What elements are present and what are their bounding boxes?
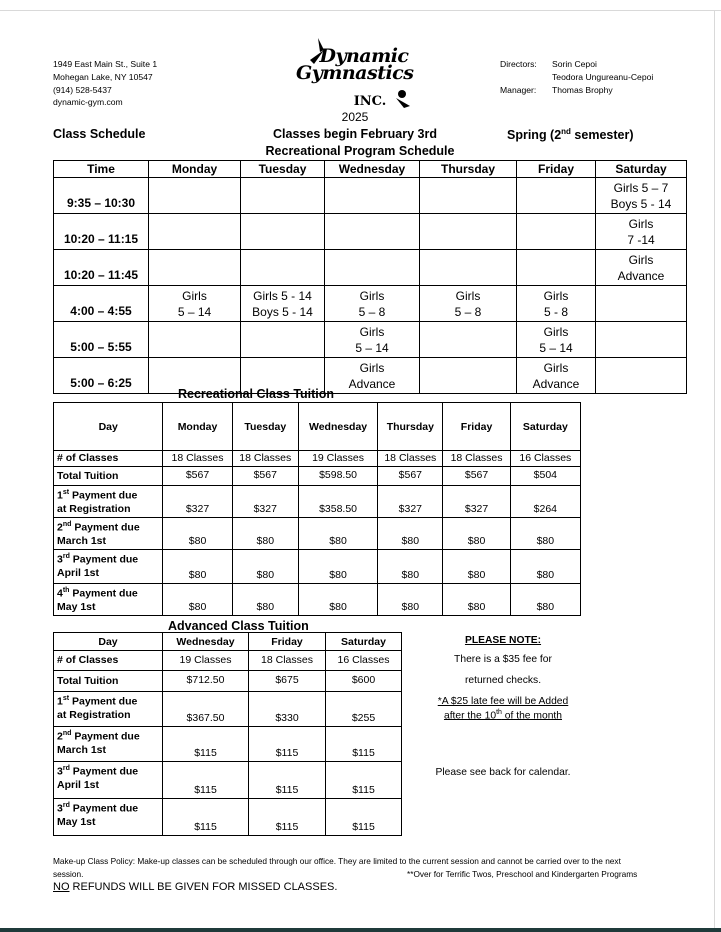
schedule-class-cell: [420, 178, 517, 214]
tuition-value-cell: 18 Classes: [249, 651, 326, 671]
schedule-class-cell: [517, 214, 596, 250]
classes-begin-title: Classes begin February 3rd: [273, 127, 437, 141]
schedule-class-cell: [420, 250, 517, 286]
tuition-row-label: 2nd Payment due March 1st: [54, 727, 163, 762]
tuition-value-cell: $80: [232, 518, 298, 550]
tuition-value-cell: 18 Classes: [378, 451, 443, 467]
no-refunds-line: NO REFUNDS WILL BE GIVEN FOR MISSED CLASSES.: [53, 881, 338, 893]
class-group-line: 5 – 14: [539, 340, 573, 355]
page-top-border: [0, 10, 721, 11]
tuition-value-cell: $115: [249, 727, 326, 762]
tuition-value-cell: $327: [232, 486, 298, 518]
tuition-value-cell: $80: [510, 584, 580, 616]
schedule-class-cell: [149, 286, 241, 322]
tuition-value-cell: $255: [326, 692, 402, 727]
tuition-value-cell: 16 Classes: [326, 651, 402, 671]
late-fee-line1: *A $25 late fee will be Added: [437, 696, 569, 707]
schedule-class-cell: [596, 250, 687, 286]
tuition-header-cell: Monday: [163, 403, 232, 451]
class-group-line: Girls: [543, 360, 569, 375]
schedule-class-cell: [325, 214, 420, 250]
manager-name: Thomas Brophy: [552, 84, 613, 95]
tuition-header-cell: Friday: [443, 403, 510, 451]
address-street: 1949 East Main St., Suite 1: [53, 59, 158, 69]
schedule-class-cell: [596, 178, 687, 214]
schedule-year: 2025: [341, 110, 369, 124]
returned-check-fee-line1: There is a $35 fee for: [454, 654, 552, 665]
schedule-class-cell: [517, 286, 596, 322]
schedule-class-cell: [241, 322, 325, 358]
tuition-value-cell: $80: [510, 518, 580, 550]
class-group-line: Advance: [348, 376, 396, 391]
schedule-class-cell: [596, 358, 687, 394]
schedule-time-cell: 5:00 – 6:25: [54, 358, 149, 394]
tuition-value-cell: $675: [249, 671, 326, 692]
tuition-value-cell: $80: [298, 550, 377, 584]
tuition-row: [54, 550, 581, 584]
tuition-value-cell: 16 Classes: [510, 451, 580, 467]
class-group-line: Girls: [455, 288, 481, 303]
tuition-row-label: 1st Payment due at Registration: [54, 486, 163, 518]
rec-tuition-title: Recreational Class Tuition: [178, 387, 335, 401]
tuition-value-cell: $115: [163, 799, 249, 836]
logo-line-gymnastics: Gymnastics: [296, 62, 414, 84]
tuition-row: [54, 692, 402, 727]
tuition-row: [54, 451, 581, 467]
tuition-row-label: # of Classes: [54, 651, 163, 671]
schedule-time-cell: 4:00 – 4:55: [54, 286, 149, 322]
class-group-line: Girls: [543, 324, 569, 339]
schedule-header-cell: Saturday: [596, 161, 687, 178]
directors-label: Directors:: [500, 59, 537, 69]
logo-inc: INC.: [353, 94, 387, 109]
see-calendar-note: Please see back for calendar.: [435, 767, 571, 778]
tuition-value-cell: 18 Classes: [163, 451, 232, 467]
schedule-class-cell: [149, 178, 241, 214]
adv-tuition-title: Advanced Class Tuition: [168, 619, 309, 633]
tuition-value-cell: 19 Classes: [298, 451, 377, 467]
rec-schedule-title: Recreational Program Schedule: [265, 144, 455, 158]
tuition-value-cell: $330: [249, 692, 326, 727]
class-group-line: Girls 5 - 14: [253, 288, 312, 303]
schedule-class-cell: [596, 322, 687, 358]
tuition-row-label: Total Tuition: [54, 467, 163, 486]
tuition-header-cell: Day: [54, 403, 163, 451]
tuition-value-cell: $712.50: [163, 671, 249, 692]
tuition-header-cell: Tuesday: [232, 403, 298, 451]
schedule-row: [54, 358, 687, 394]
tuition-value-cell: $327: [163, 486, 232, 518]
schedule-class-cell: [517, 250, 596, 286]
tuition-header-cell: Saturday: [326, 633, 402, 651]
schedule-class-cell: [517, 358, 596, 394]
recreational-schedule-table: [53, 160, 687, 394]
schedule-class-cell: [241, 286, 325, 322]
tuition-value-cell: $80: [298, 584, 377, 616]
class-group-line: Boys 5 - 14: [252, 304, 313, 319]
schedule-header-cell: Wednesday: [325, 161, 420, 178]
schedule-class-cell: [325, 286, 420, 322]
tuition-row: [54, 727, 402, 762]
class-group-line: Girls: [182, 288, 207, 303]
address-website[interactable]: dynamic-gym.com: [53, 97, 123, 108]
schedule-time-cell: 10:20 – 11:45: [54, 250, 149, 286]
class-schedule-title: Class Schedule: [53, 127, 146, 141]
schedule-class-cell: [420, 358, 517, 394]
tuition-value-cell: $115: [326, 727, 402, 762]
class-group-line: Girls: [628, 216, 654, 231]
logo-line-dynamic: Dynamic: [319, 45, 409, 67]
tuition-row: [54, 762, 402, 799]
schedule-time-cell: 5:00 – 5:55: [54, 322, 149, 358]
tuition-value-cell: $115: [249, 799, 326, 836]
schedule-class-cell: [420, 286, 517, 322]
tuition-value-cell: $115: [326, 762, 402, 799]
semester-title: Spring (2nd semester): [507, 127, 634, 143]
tuition-value-cell: $567: [232, 467, 298, 486]
tuition-value-cell: $80: [298, 518, 377, 550]
logo-wordmark: [296, 45, 416, 84]
tuition-row: [54, 799, 402, 836]
tuition-value-cell: $115: [163, 727, 249, 762]
schedule-class-cell: [325, 358, 420, 394]
schedule-class-cell: [241, 250, 325, 286]
tuition-value-cell: $80: [443, 550, 510, 584]
tuition-row: [54, 651, 402, 671]
tuition-value-cell: $80: [510, 550, 580, 584]
returned-check-fee-line2: returned checks.: [464, 675, 542, 686]
tuition-value-cell: $327: [378, 486, 443, 518]
tuition-row-label: 2nd Payment due March 1st: [54, 518, 163, 550]
schedule-time-cell: 9:35 – 10:30: [54, 178, 149, 214]
tuition-row-label: 3rd Payment due May 1st: [54, 799, 163, 836]
tuition-row: [54, 486, 581, 518]
schedule-class-cell: [325, 250, 420, 286]
schedule-class-cell: [596, 286, 687, 322]
schedule-class-cell: [149, 214, 241, 250]
recreational-tuition-table: [53, 402, 581, 616]
schedule-class-cell: [241, 214, 325, 250]
tuition-value-cell: $358.50: [298, 486, 377, 518]
tuition-header-cell: Day: [54, 633, 163, 651]
schedule-header-cell: Tuesday: [241, 161, 325, 178]
tuition-header-cell: Thursday: [378, 403, 443, 451]
schedule-class-cell: [149, 250, 241, 286]
schedule-class-cell: [420, 214, 517, 250]
class-group-line: Boys 5 - 14: [610, 196, 672, 211]
manager-label: Manager:: [500, 84, 537, 95]
tuition-row-label: # of Classes: [54, 451, 163, 467]
tuition-row-label: 3rd Payment due April 1st: [54, 550, 163, 584]
advanced-tuition-table: [53, 632, 402, 836]
class-group-line: Girls: [359, 324, 385, 339]
tuition-value-cell: $80: [163, 518, 232, 550]
late-fee-line2: after the 10th of the month: [443, 709, 563, 722]
tuition-value-cell: $567: [443, 467, 510, 486]
tuition-value-cell: $567: [163, 467, 232, 486]
address-city: Mohegan Lake, NY 10547: [53, 71, 153, 82]
tuition-value-cell: $115: [163, 762, 249, 799]
tuition-value-cell: $504: [510, 467, 580, 486]
tuition-value-cell: $80: [378, 518, 443, 550]
schedule-class-cell: [241, 178, 325, 214]
tuition-row: [54, 584, 581, 616]
tuition-value-cell: $80: [163, 584, 232, 616]
tuition-row-label: 4th Payment due May 1st: [54, 584, 163, 616]
class-group-line: Girls: [628, 252, 654, 267]
tuition-value-cell: $80: [443, 518, 510, 550]
tuition-value-cell: $115: [326, 799, 402, 836]
tuition-value-cell: 19 Classes: [163, 651, 249, 671]
schedule-header-cell: Monday: [149, 161, 241, 178]
tuition-value-cell: $80: [232, 584, 298, 616]
tuition-row-label: Total Tuition: [54, 671, 163, 692]
schedule-row: [54, 214, 687, 250]
page-bottom-bar: [0, 928, 721, 932]
class-group-line: Advance: [617, 268, 665, 283]
tuition-value-cell: 18 Classes: [443, 451, 510, 467]
tuition-value-cell: $80: [163, 550, 232, 584]
schedule-class-cell: [517, 322, 596, 358]
tuition-header-cell: Friday: [249, 633, 326, 651]
tuition-row: [54, 671, 402, 692]
makeup-policy-text: Make-up Class Policy: Make-up classes can be scheduled through our office. They are limited to the current session and cannot be carried over to the next session.: [53, 856, 621, 879]
tuition-value-cell: $80: [443, 584, 510, 616]
schedule-row: [54, 322, 687, 358]
schedule-class-cell: [517, 178, 596, 214]
tuition-value-cell: $327: [443, 486, 510, 518]
company-logo: [296, 36, 416, 110]
tuition-value-cell: $567: [378, 467, 443, 486]
schedule-time-cell: 10:20 – 11:15: [54, 214, 149, 250]
tuition-value-cell: $367.50: [163, 692, 249, 727]
schedule-class-cell: [149, 322, 241, 358]
class-group-line: 5 – 14: [355, 340, 389, 355]
schedule-class-cell: [596, 214, 687, 250]
schedule-row: [54, 286, 687, 322]
schedule-row: [54, 178, 687, 214]
schedule-header-cell: Friday: [517, 161, 596, 178]
tuition-value-cell: $264: [510, 486, 580, 518]
tuition-value-cell: $598.50: [298, 467, 377, 486]
schedule-header-cell: Time: [54, 161, 149, 178]
tuition-value-cell: $600: [326, 671, 402, 692]
director-name-2: Teodora Ungureanu-Cepoi: [552, 71, 654, 82]
schedule-class-cell: [325, 322, 420, 358]
tuition-row: [54, 467, 581, 486]
tuition-row: [54, 518, 581, 550]
address-block: [53, 58, 157, 109]
schedule-class-cell: [420, 322, 517, 358]
please-note-heading: PLEASE NOTE:: [464, 635, 542, 646]
class-group-line: 5 – 8: [454, 304, 482, 319]
address-phone: (914) 528-5437: [53, 84, 112, 95]
tuition-value-cell: $80: [378, 584, 443, 616]
tuition-value-cell: 18 Classes: [232, 451, 298, 467]
tuition-row-label: 1st Payment due at Registration: [54, 692, 163, 727]
director-name-1: Sorin Cepoi: [552, 59, 597, 69]
directors-block: [500, 58, 653, 96]
tuition-header-cell: Wednesday: [298, 403, 377, 451]
schedule-class-cell: [325, 178, 420, 214]
tuition-header-cell: Wednesday: [163, 633, 249, 651]
class-group-line: 5 – 14: [177, 304, 212, 319]
class-group-line: Girls 5 – 7: [613, 180, 669, 195]
tuition-header-cell: Saturday: [510, 403, 580, 451]
class-group-line: 5 - 8: [543, 304, 568, 319]
tuition-row-label: 3rd Payment due April 1st: [54, 762, 163, 799]
schedule-header-cell: Thursday: [420, 161, 517, 178]
class-group-line: Girls: [543, 288, 569, 303]
class-group-line: Girls: [359, 288, 385, 303]
tuition-value-cell: $80: [232, 550, 298, 584]
tuition-value-cell: $80: [378, 550, 443, 584]
class-group-line: Advance: [532, 376, 580, 391]
programs-footnote: **Over for Terrific Twos, Preschool and Kindergarten Programs: [407, 869, 638, 879]
class-group-line: Girls: [359, 360, 385, 375]
class-group-line: 5 – 8: [358, 304, 386, 319]
schedule-row: [54, 250, 687, 286]
page-right-border: [714, 10, 715, 928]
tuition-value-cell: $115: [249, 762, 326, 799]
class-group-line: 7 -14: [627, 232, 655, 247]
